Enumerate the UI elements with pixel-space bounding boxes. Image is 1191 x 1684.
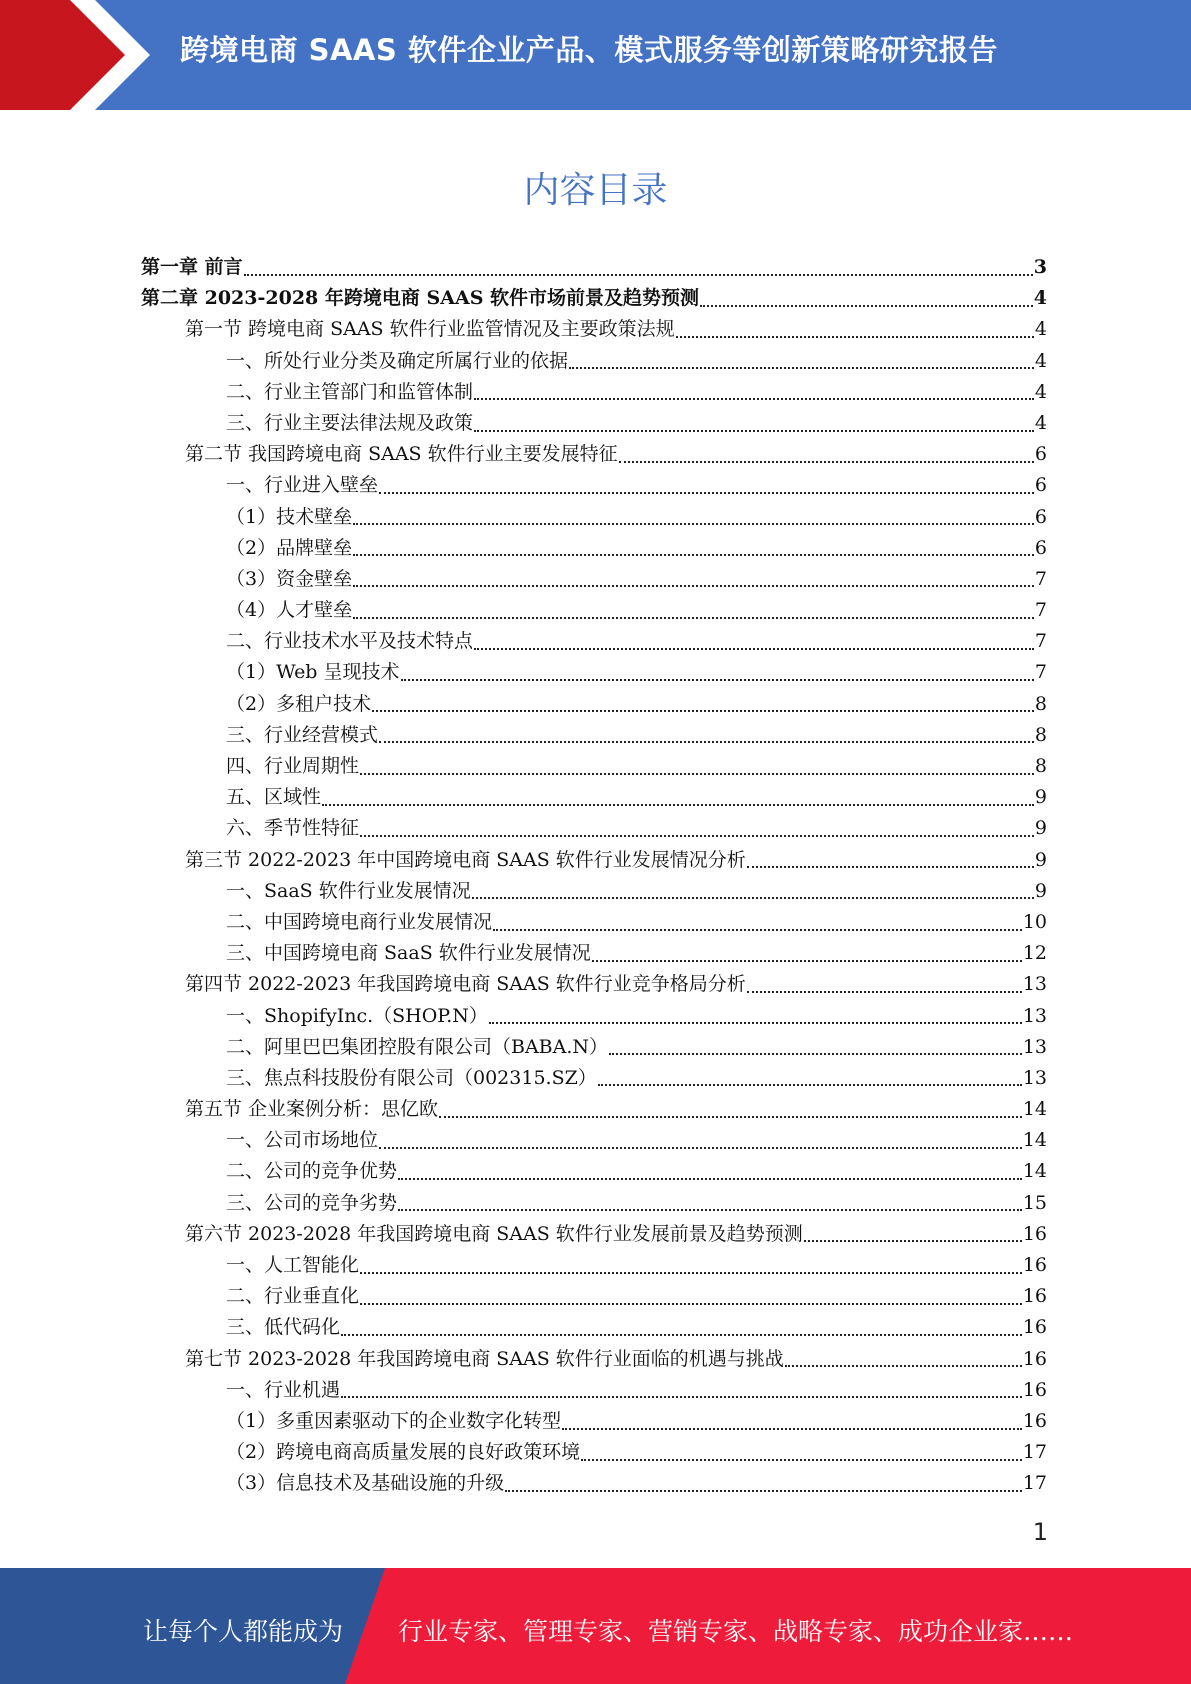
toc-leader-dots xyxy=(341,1334,1022,1336)
toc-leader-dots xyxy=(785,1365,1022,1367)
toc-entry-title: 三、焦点科技股份有限公司（002315.SZ） xyxy=(226,1066,597,1089)
toc-entry[interactable] xyxy=(141,314,1047,345)
toc-leader-dots xyxy=(353,523,1034,525)
toc-leader-dots xyxy=(609,1053,1022,1055)
toc-entry-title: 四、行业周期性 xyxy=(226,755,360,777)
toc-entry[interactable] xyxy=(141,502,1047,533)
toc-entry[interactable] xyxy=(141,1094,1047,1125)
toc-entry[interactable] xyxy=(141,845,1047,876)
toc-leader-dots xyxy=(360,773,1034,775)
toc-leader-dots xyxy=(619,461,1034,463)
toc-entry-page: 9 xyxy=(1034,786,1047,809)
toc-entry-title: 三、行业主要法律法规及政策 xyxy=(226,411,474,434)
toc-entry-page: 8 xyxy=(1034,723,1047,746)
toc-entry-page: 16 xyxy=(1022,1347,1047,1370)
toc-entry-page: 17 xyxy=(1022,1472,1047,1495)
toc-leader-dots xyxy=(360,1303,1022,1305)
toc-entry-page: 4 xyxy=(1034,380,1047,403)
toc-entry[interactable] xyxy=(141,1312,1047,1343)
toc-entry[interactable] xyxy=(141,657,1047,688)
toc-entry-title: 一、公司市场地位 xyxy=(226,1129,379,1152)
toc-entry-page: 8 xyxy=(1034,692,1047,715)
toc-entry-page: 13 xyxy=(1022,1066,1047,1089)
toc-entry[interactable] xyxy=(141,1281,1047,1312)
toc-entry-page: 7 xyxy=(1034,630,1047,653)
toc-entry-page: 14 xyxy=(1022,1129,1047,1152)
toc-entry-page: 7 xyxy=(1034,599,1047,622)
toc-entry[interactable] xyxy=(141,1468,1047,1499)
toc-entry-page: 13 xyxy=(1022,973,1047,996)
toc-leader-dots xyxy=(398,1178,1022,1180)
toc-entry-page: 9 xyxy=(1034,848,1047,871)
toc-entry[interactable] xyxy=(141,626,1047,657)
toc-entry-page: 4 xyxy=(1033,287,1047,310)
toc-leader-dots xyxy=(244,274,1033,276)
toc-entry-title: 第五节 企业案例分析：思亿欧 xyxy=(185,1098,439,1121)
toc-entry[interactable] xyxy=(141,283,1047,314)
toc-entry-title: （2）品牌壁垒 xyxy=(226,536,353,559)
toc-leader-dots xyxy=(474,398,1034,400)
toc-entry-title: 第四节 2022-2023 年我国跨境电商 SAAS 软件行业竞争格局分析 xyxy=(185,973,746,996)
toc-entry-title: 二、行业垂直化 xyxy=(226,1285,360,1308)
toc-entry[interactable] xyxy=(141,377,1047,408)
table-of-contents xyxy=(141,252,1047,1500)
toc-leader-dots xyxy=(439,1116,1022,1118)
toc-entry-page: 4 xyxy=(1034,318,1047,341)
toc-entry-page: 3 xyxy=(1033,256,1047,278)
toc-entry-page: 7 xyxy=(1034,661,1047,684)
toc-entry-page: 13 xyxy=(1022,1004,1047,1027)
toc-entry-page: 17 xyxy=(1022,1441,1047,1464)
toc-leader-dots xyxy=(676,336,1034,338)
toc-entry-title: 一、ShopifyInc.（SHOP.N） xyxy=(226,1004,488,1027)
toc-entry-page: 8 xyxy=(1034,755,1047,777)
toc-entry-title: 一、SaaS 软件行业发展情况 xyxy=(226,879,471,902)
toc-entry-page: 6 xyxy=(1034,474,1047,497)
toc-leader-dots xyxy=(353,585,1034,587)
toc-entry-page: 15 xyxy=(1022,1191,1047,1214)
toc-entry-title: 第一章 前言 xyxy=(141,256,243,278)
toc-entry-page: 16 xyxy=(1022,1316,1047,1339)
toc-entry[interactable] xyxy=(141,1406,1047,1437)
toc-entry-page: 16 xyxy=(1022,1222,1047,1245)
toc-leader-dots xyxy=(700,305,1033,307)
toc-entry[interactable] xyxy=(141,1001,1047,1032)
toc-entry-title: 三、中国跨境电商 SaaS 软件行业发展情况 xyxy=(226,942,591,965)
toc-entry[interactable] xyxy=(141,751,1047,782)
footer-slogan-right: 行业专家、管理专家、营销专家、战略专家、成功企业家…… xyxy=(398,1617,1074,1646)
toc-entry-title: （4）人才壁垒 xyxy=(226,599,353,622)
toc-entry[interactable] xyxy=(141,1375,1047,1406)
toc-leader-dots xyxy=(562,1428,1022,1430)
toc-entry[interactable] xyxy=(141,1063,1047,1094)
toc-entry-title: （1）Web 呈现技术 xyxy=(226,661,400,684)
toc-entry-title: 六、季节性特征 xyxy=(226,817,360,840)
toc-entry-title: （2）多租户技术 xyxy=(226,692,372,715)
toc-entry-title: 第三节 2022-2023 年中国跨境电商 SAAS 软件行业发展情况分析 xyxy=(185,848,746,871)
toc-entry-title: （3）资金壁垒 xyxy=(226,567,353,590)
toc-leader-dots xyxy=(804,1240,1022,1242)
toc-entry-title: 第二章 2023-2028 年跨境电商 SAAS 软件市场前景及趋势预测 xyxy=(141,287,700,310)
toc-entry[interactable] xyxy=(141,1125,1047,1156)
toc-entry-page: 14 xyxy=(1022,1098,1047,1121)
toc-entry-page: 9 xyxy=(1034,817,1047,840)
toc-leader-dots xyxy=(489,1022,1022,1024)
toc-entry-page: 12 xyxy=(1022,942,1047,965)
toc-leader-dots xyxy=(353,617,1034,619)
toc-entry[interactable] xyxy=(141,1344,1047,1375)
toc-entry-title: 第六节 2023-2028 年我国跨境电商 SAAS 软件行业发展前景及趋势预测 xyxy=(185,1222,803,1245)
toc-leader-dots xyxy=(372,710,1034,712)
header-banner xyxy=(0,0,1191,110)
toc-leader-dots xyxy=(592,960,1022,962)
toc-entry[interactable] xyxy=(141,1188,1047,1219)
toc-leader-dots xyxy=(379,1147,1022,1149)
toc-leader-dots xyxy=(353,554,1034,556)
toc-leader-dots xyxy=(398,1209,1022,1211)
toc-leader-dots xyxy=(474,648,1034,650)
toc-entry[interactable] xyxy=(141,408,1047,439)
toc-entry-title: 二、公司的竞争优势 xyxy=(226,1160,398,1183)
toc-leader-dots xyxy=(493,929,1022,931)
toc-entry-title: 一、所处行业分类及确定所属行业的依据 xyxy=(226,349,569,372)
toc-entry-page: 16 xyxy=(1022,1254,1047,1276)
toc-entry[interactable] xyxy=(141,439,1047,470)
toc-leader-dots xyxy=(322,804,1034,806)
toc-leader-dots xyxy=(747,866,1034,868)
report-title: 跨境电商 SAAS 软件企业产品、模式服务等创新策略研究报告 xyxy=(180,33,998,67)
toc-leader-dots xyxy=(474,430,1034,432)
toc-leader-dots xyxy=(401,679,1034,681)
toc-entry-page: 6 xyxy=(1034,443,1047,466)
toc-entry-title: （2）跨境电商高质量发展的良好政策环境 xyxy=(226,1441,581,1464)
toc-entry-title: 一、行业机遇 xyxy=(226,1378,341,1401)
toc-entry-page: 7 xyxy=(1034,567,1047,590)
toc-entry-page: 4 xyxy=(1034,411,1047,434)
toc-entry-title: （1）多重因素驱动下的企业数字化转型 xyxy=(226,1409,562,1432)
toc-entry[interactable] xyxy=(141,564,1047,595)
page-number: 1 xyxy=(1032,1518,1048,1546)
toc-entry-page: 6 xyxy=(1034,505,1047,528)
toc-entry-title: （3）信息技术及基础设施的升级 xyxy=(226,1472,505,1495)
toc-entry[interactable] xyxy=(141,470,1047,501)
toc-leader-dots xyxy=(569,367,1034,369)
toc-entry[interactable] xyxy=(141,1250,1047,1281)
toc-entry-title: 第二节 我国跨境电商 SAAS 软件行业主要发展特征 xyxy=(185,443,618,466)
toc-leader-dots xyxy=(505,1490,1022,1492)
toc-entry-title: 第一节 跨境电商 SAAS 软件行业监管情况及主要政策法规 xyxy=(185,318,675,341)
toc-entry[interactable] xyxy=(141,907,1047,938)
toc-entry-title: 二、行业技术水平及技术特点 xyxy=(226,630,474,653)
toc-entry-page: 14 xyxy=(1022,1160,1047,1183)
toc-leader-dots xyxy=(360,1272,1022,1274)
toc-entry[interactable] xyxy=(141,938,1047,969)
toc-entry[interactable] xyxy=(141,876,1047,907)
toc-leader-dots xyxy=(341,1396,1022,1398)
toc-entry-title: 五、区域性 xyxy=(226,786,322,809)
toc-entry-title: 第七节 2023-2028 年我国跨境电商 SAAS 软件行业面临的机遇与挑战 xyxy=(185,1347,784,1370)
toc-entry[interactable] xyxy=(141,689,1047,720)
toc-entry[interactable] xyxy=(141,1219,1047,1250)
toc-entry-title: 一、人工智能化 xyxy=(226,1254,360,1276)
toc-entry-page: 10 xyxy=(1022,910,1047,933)
toc-leader-dots xyxy=(360,835,1034,837)
toc-entry-title: 二、中国跨境电商行业发展情况 xyxy=(226,910,493,933)
toc-heading: 内容目录 xyxy=(523,170,668,211)
toc-leader-dots xyxy=(598,1084,1022,1086)
footer-slogan-left: 让每个人都能成为 xyxy=(143,1617,344,1646)
toc-entry-title: 二、行业主管部门和监管体制 xyxy=(226,380,474,403)
toc-entry-title: 三、低代码化 xyxy=(226,1316,341,1339)
toc-leader-dots xyxy=(747,991,1022,993)
toc-entry[interactable] xyxy=(141,595,1047,626)
toc-entry-page: 9 xyxy=(1034,879,1047,902)
toc-leader-dots xyxy=(472,897,1034,899)
toc-entry-title: 二、阿里巴巴集团控股有限公司（BABA.N） xyxy=(226,1035,609,1058)
toc-entry[interactable] xyxy=(141,1156,1047,1187)
toc-entry-title: 一、行业进入壁垒 xyxy=(226,474,379,497)
toc-leader-dots xyxy=(379,492,1034,494)
toc-leader-dots xyxy=(581,1459,1022,1461)
toc-entry[interactable] xyxy=(141,346,1047,377)
toc-entry-page: 16 xyxy=(1022,1285,1047,1308)
toc-entry-page: 13 xyxy=(1022,1035,1047,1058)
toc-entry[interactable] xyxy=(141,969,1047,1000)
toc-entry-page: 4 xyxy=(1034,349,1047,372)
toc-entry-page: 6 xyxy=(1034,536,1047,559)
toc-entry[interactable] xyxy=(141,533,1047,564)
toc-entry-page: 16 xyxy=(1022,1378,1047,1401)
toc-entry-title: 三、公司的竞争劣势 xyxy=(226,1191,398,1214)
toc-entry[interactable] xyxy=(141,252,1047,283)
toc-entry[interactable] xyxy=(141,813,1047,844)
toc-entry[interactable] xyxy=(141,782,1047,813)
toc-entry-page: 16 xyxy=(1022,1409,1047,1432)
toc-leader-dots xyxy=(379,741,1034,743)
toc-entry-title: （1）技术壁垒 xyxy=(226,505,353,528)
toc-entry[interactable] xyxy=(141,1437,1047,1468)
toc-entry[interactable] xyxy=(141,720,1047,751)
toc-entry[interactable] xyxy=(141,1032,1047,1063)
toc-entry-title: 三、行业经营模式 xyxy=(226,723,379,746)
